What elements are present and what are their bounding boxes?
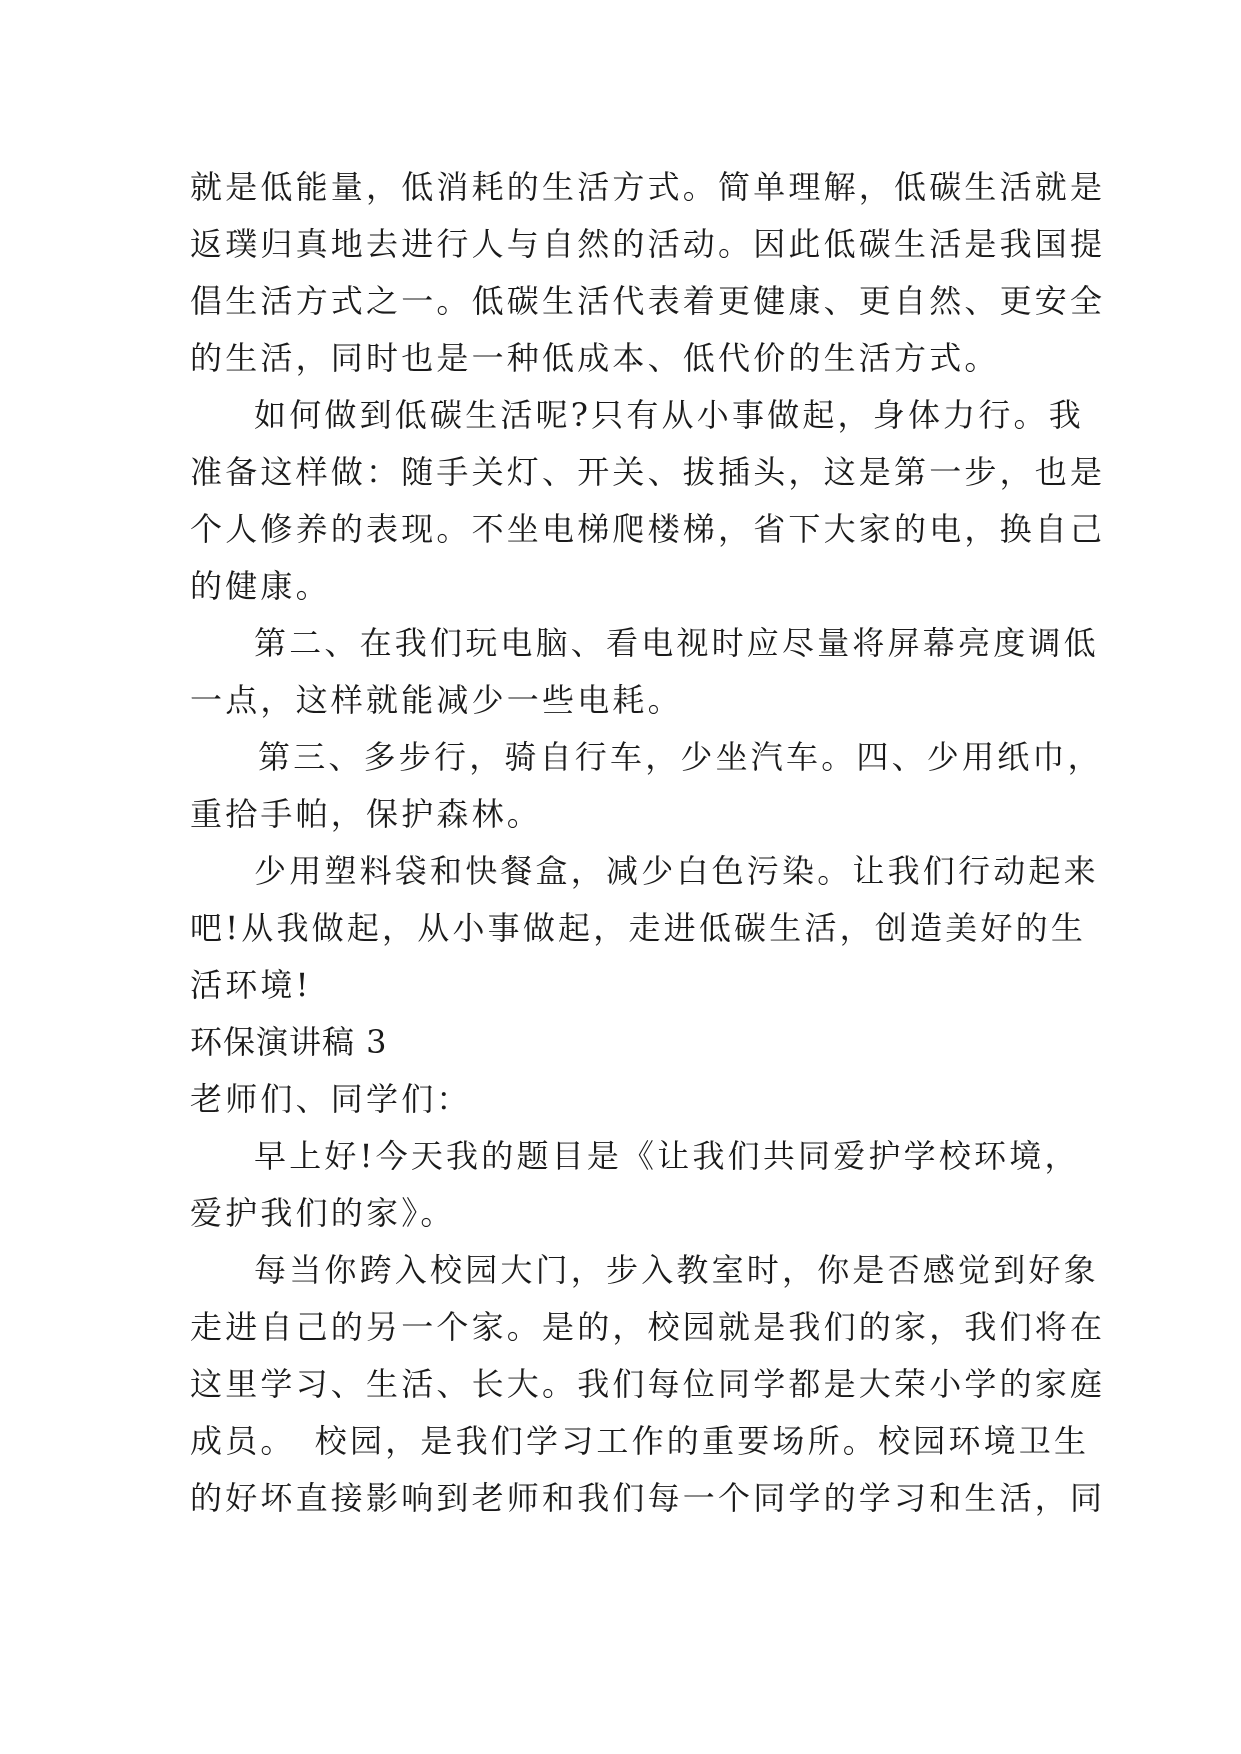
text-line: 一点，这样就能减少一些电耗。: [190, 681, 683, 719]
text-line: 就是低能量，低消耗的生活方式。简单理解，低碳生活就是: [190, 168, 1106, 206]
text-line: 的好坏直接影响到老师和我们每一个同学的学习和生活，同: [190, 1479, 1106, 1517]
text-line: 返璞归真地去进行人与自然的活动。因此低碳生活是我国提: [190, 225, 1106, 263]
text-line: 如何做到低碳生活呢?只有从小事做起，身体力行。我: [254, 396, 1084, 434]
salutation: 老师们、同学们：: [190, 1080, 472, 1118]
text-line: 倡生活方式之一。低碳生活代表着更健康、更自然、更安全: [190, 282, 1106, 320]
text-line: 的生活，同时也是一种低成本、低代价的生活方式。: [190, 339, 1000, 377]
text-line: 少用塑料袋和快餐盒，减少白色污染。让我们行动起来: [254, 852, 1099, 890]
text-line: 每当你跨入校园大门，步入教室时，你是否感觉到好象: [254, 1251, 1099, 1289]
text-line: 个人修养的表现。不坐电梯爬楼梯，省下大家的电，换自己: [190, 510, 1106, 548]
text-line: 第二、在我们玩电脑、看电视时应尽量将屏幕亮度调低: [254, 624, 1099, 662]
text-line: 走进自己的另一个家。是的，校园就是我们的家，我们将在: [190, 1308, 1106, 1346]
text-line: 这里学习、生活、长大。我们每位同学都是大荣小学的家庭: [190, 1365, 1106, 1403]
text-line: 准备这样做：随手关灯、开关、拔插头，这是第一步，也是: [190, 453, 1106, 491]
text-line: 早上好!今天我的题目是《让我们共同爱护学校环境，: [254, 1137, 1080, 1175]
text-line: 成员。 校园，是我们学习工作的重要场所。校园环境卫生: [190, 1422, 1090, 1460]
text-line: 的健康。: [190, 567, 331, 605]
text-line: 爱护我们的家》。: [190, 1194, 456, 1232]
text-line: 活环境!: [190, 966, 312, 1004]
text-line: 第三、多步行，骑自行车，少坐汽车。四、少用纸巾，: [258, 738, 1103, 776]
section-heading: 环保演讲稿 3: [190, 1023, 388, 1061]
text-line: 重拾手帕，保护森林。: [190, 795, 543, 833]
text-line: 吧!从我做起，从小事做起，走进低碳生活，创造美好的生: [190, 909, 1087, 947]
